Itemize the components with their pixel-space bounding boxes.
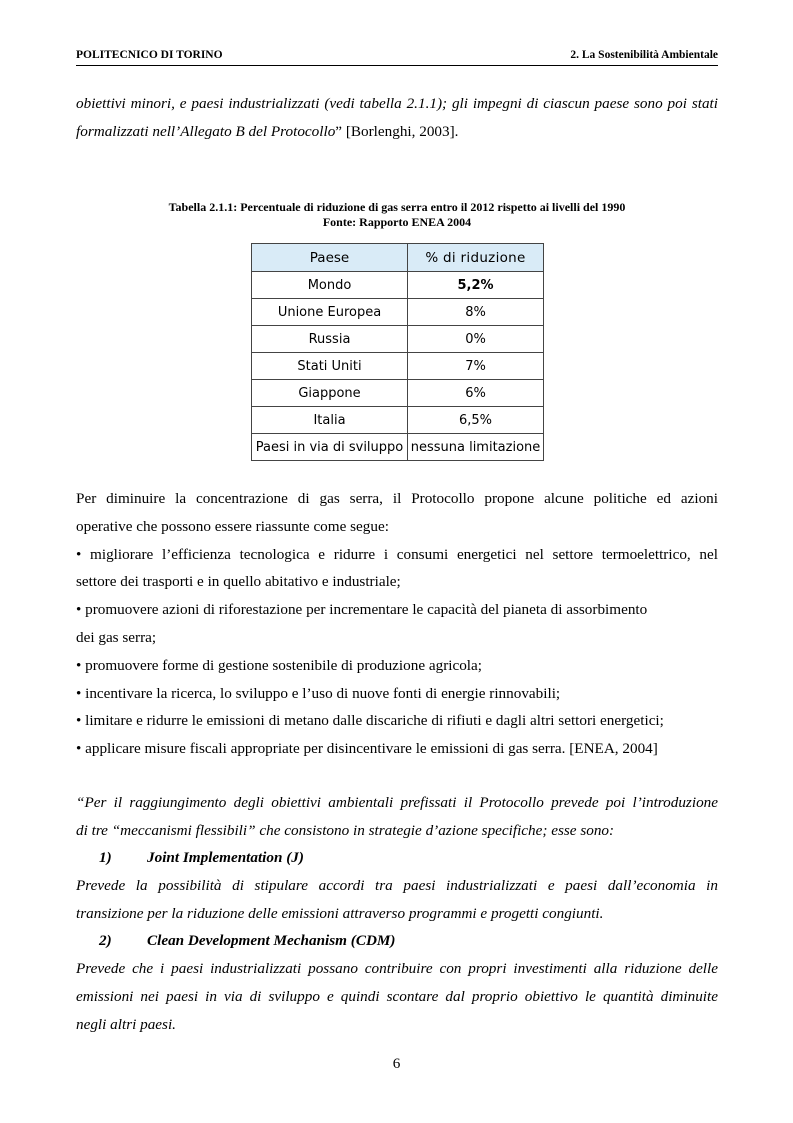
- mechanism-description: emissioni nei paesi in via di sviluppo e quindi scontare dal proprio obiettivo le quantità diminuite: [76, 988, 718, 1005]
- header-institution: POLITECNICO DI TORINO: [76, 49, 223, 61]
- intro-paragraph: [76, 90, 718, 145]
- mechanism-heading: [99, 848, 304, 868]
- table-row: [252, 299, 544, 326]
- policy-bullet-cont: settore dei trasporti e in quello abitativo e industriale;: [76, 573, 401, 590]
- mechanisms-intro-line: “Per il raggiungimento degli obiettivi ambientali prefissati il Protocollo prevede poi l’introduzione: [76, 794, 718, 811]
- table-cell-country: Giappone: [252, 380, 408, 407]
- table-cell-country: Mondo: [252, 272, 408, 299]
- policies-intro-line: Per diminuire la concentrazione di gas serra, il Protocollo propone alcune politiche ed azioni: [76, 490, 718, 507]
- table-cell-country: Paesi in via di sviluppo: [252, 434, 408, 461]
- table-cell-reduction: nessuna limitazione: [408, 434, 544, 461]
- header-chapter: 2. La Sostenibilità Ambientale: [570, 49, 718, 61]
- table-caption-title: Tabella 2.1.1: Percentuale di riduzione di gas serra entro il 2012 rispetto ai livelli del 1990: [168, 200, 626, 214]
- page-number: 6: [392, 1055, 401, 1072]
- table-cell-reduction: 6,5%: [408, 407, 544, 434]
- policy-bullet: • promuovere forme di gestione sostenibile di produzione agricola;: [76, 657, 482, 674]
- policy-bullet-cont: dei gas serra;: [76, 629, 157, 646]
- intro-citation: ” [Borlenghi, 2003].: [335, 122, 459, 140]
- mechanisms-intro-line: di tre “meccanismi flessibili” che consistono in strategie d’azione specifiche; esse sono:: [76, 822, 615, 839]
- table-row: [252, 353, 544, 380]
- mechanism-description: Prevede la possibilità di stipulare accordi tra paesi industrializzati e paesi dall’economia in: [76, 877, 718, 894]
- mechanism-number: 1): [99, 849, 112, 866]
- table-cell-reduction: 5,2%: [408, 272, 544, 299]
- column-header-country: Paese: [252, 244, 408, 272]
- table-cell-reduction: 7%: [408, 353, 544, 380]
- table-cell-country: Unione Europea: [252, 299, 408, 326]
- policy-bullet: • limitare e ridurre le emissioni di metano dalle discariche di rifiuti e dagli altri settori energetici;: [76, 712, 664, 729]
- intro-quote: obiettivi minori, e paesi industrializzati (vedi tabella 2.1.1); gli impegni di ciascun paese sono poi stati formalizzati nell’Allegato B del Protocollo: [76, 95, 718, 140]
- mechanism-description: negli altri paesi.: [76, 1016, 176, 1033]
- policy-bullet: • applicare misure fiscali appropriate per disincentivare le emissioni di gas serra. [ENEA, 2004]: [76, 740, 658, 757]
- table-row: [252, 272, 544, 299]
- mechanism-heading: [99, 931, 395, 951]
- table-caption: [76, 200, 718, 230]
- table-cell-country: Stati Uniti: [252, 353, 408, 380]
- table-row: [252, 326, 544, 353]
- table-header-row: [252, 244, 544, 272]
- table-row: [252, 407, 544, 434]
- mechanism-description: transizione per la riduzione delle emissioni attraverso programmi e progetti congiunti.: [76, 905, 604, 922]
- mechanism-description: Prevede che i paesi industrializzati possano contribuire con propri investimenti alla riduzione delle: [76, 960, 718, 977]
- table-row: [252, 380, 544, 407]
- page-header: [76, 47, 718, 66]
- mechanism-title: Clean Development Mechanism (CDM): [147, 932, 396, 949]
- mechanism-title: Joint Implementation (J): [147, 849, 304, 866]
- policies-intro-line: operative che possono essere riassunte come segue:: [76, 518, 389, 535]
- table-cell-reduction: 6%: [408, 380, 544, 407]
- table-cell-reduction: 8%: [408, 299, 544, 326]
- table-cell-reduction: 0%: [408, 326, 544, 353]
- reduction-table: [251, 243, 544, 461]
- mechanism-number: 2): [99, 932, 112, 949]
- policy-bullet: • promuovere azioni di riforestazione per incrementare le capacità del pianeta di assorbimento: [76, 601, 648, 618]
- column-header-reduction: % di riduzione: [408, 244, 544, 272]
- policy-bullet: • migliorare l’efficienza tecnologica e ridurre i consumi energetici nel settore termoelettrico, nel: [76, 546, 718, 563]
- table-cell-country: Russia: [252, 326, 408, 353]
- policy-bullet: • incentivare la ricerca, lo sviluppo e l’uso di nuove fonti di energie rinnovabili;: [76, 685, 561, 702]
- table-row: [252, 434, 544, 461]
- table-caption-source: Fonte: Rapporto ENEA 2004: [322, 215, 472, 229]
- table-cell-country: Italia: [252, 407, 408, 434]
